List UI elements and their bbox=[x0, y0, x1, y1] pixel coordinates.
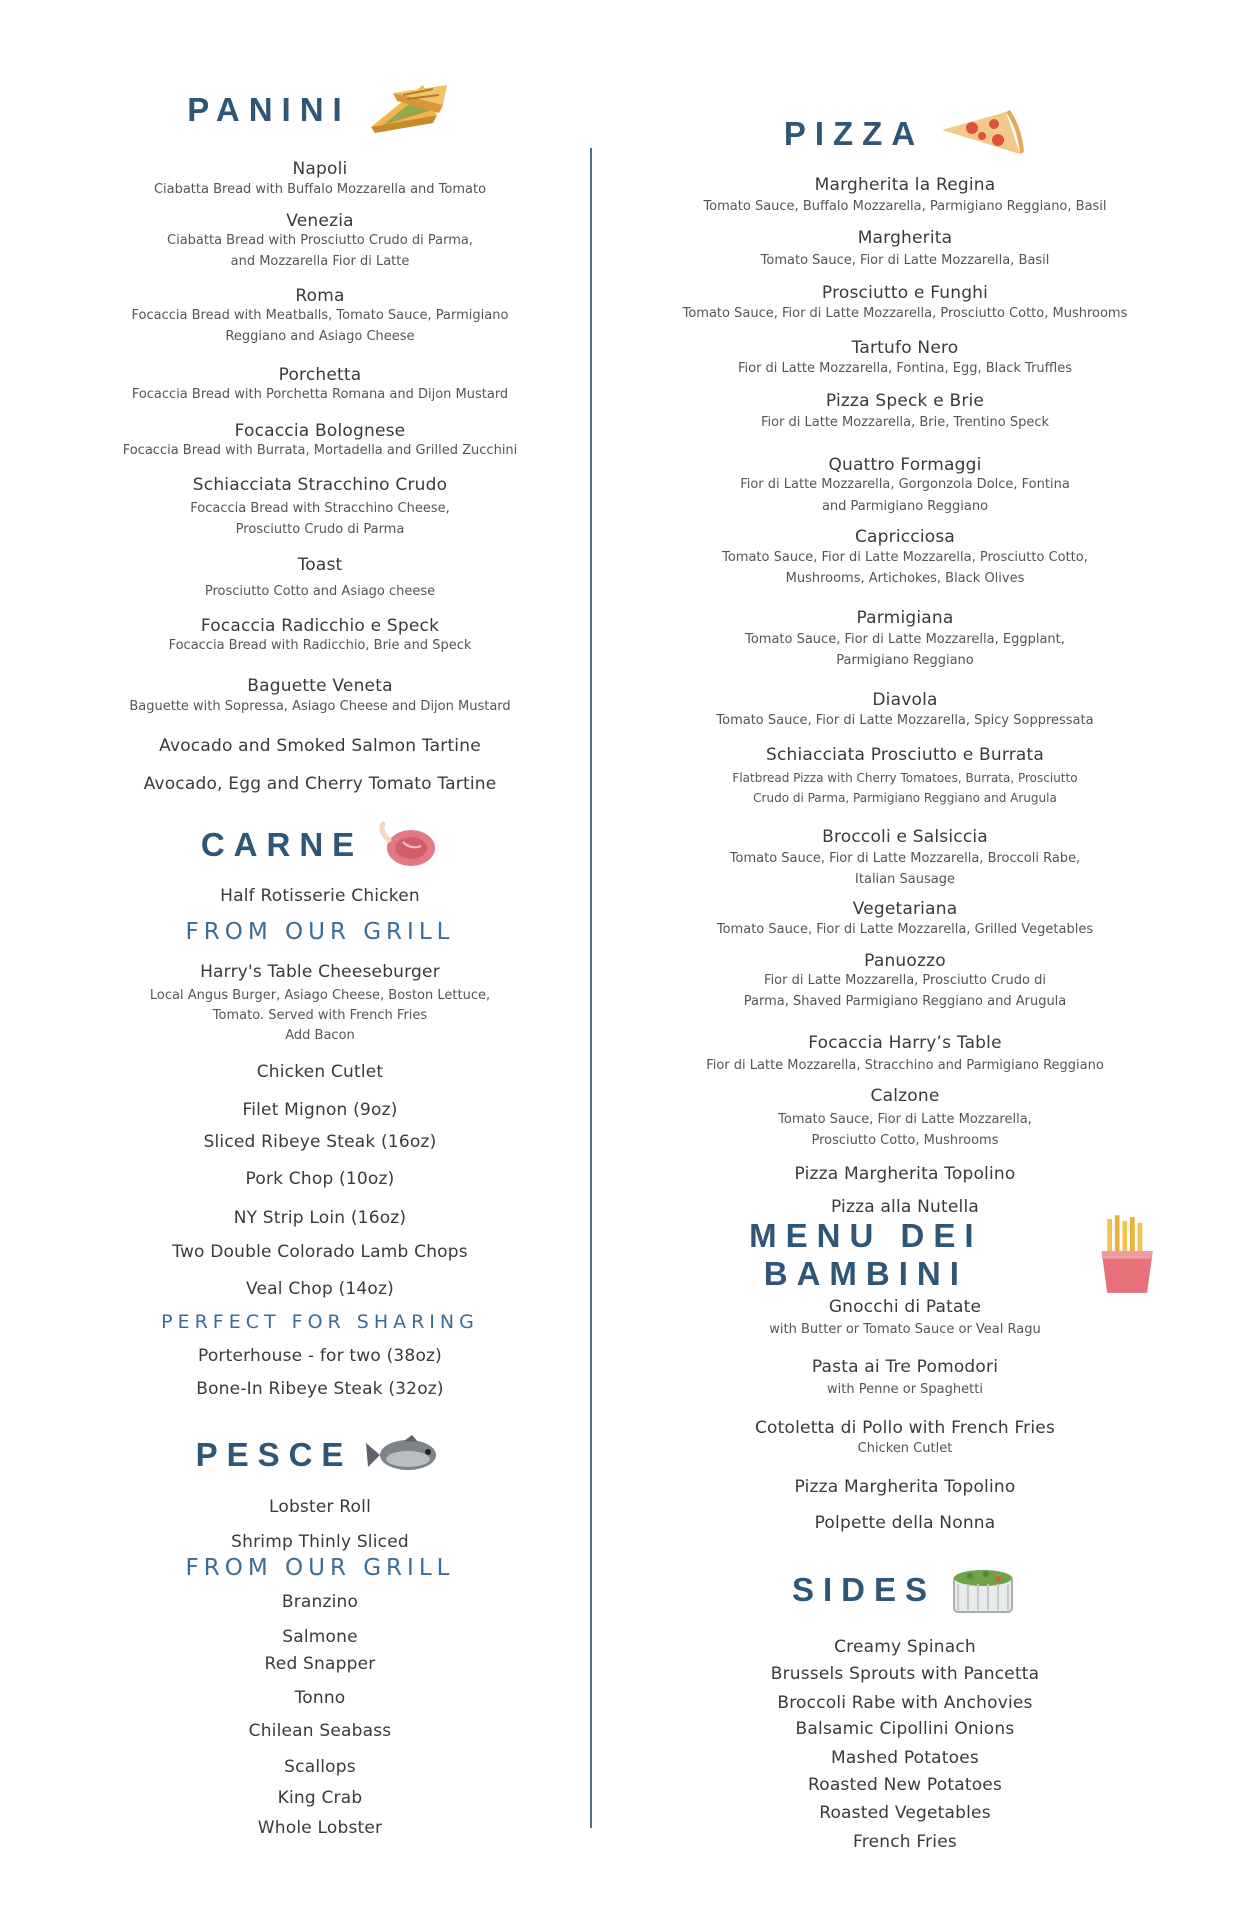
item-name: Two Double Colorado Lamb Chops bbox=[172, 1242, 468, 1262]
item-desc: Prosciutto Crudo di Parma bbox=[235, 522, 405, 537]
item-name: Whole Lobster bbox=[257, 1818, 383, 1838]
item-name: Branzino bbox=[281, 1592, 359, 1612]
item-name: Bone-In Ribeye Steak (32oz) bbox=[196, 1379, 444, 1399]
item-name: Polpette della Nonna bbox=[814, 1513, 996, 1533]
item-name: Panuozzo bbox=[864, 951, 946, 971]
item-desc: and Parmigiano Reggiano bbox=[821, 499, 989, 514]
item-name: French Fries bbox=[853, 1832, 957, 1852]
item-name: Vegetariana bbox=[852, 899, 958, 919]
item-name: Napoli bbox=[292, 159, 348, 179]
item-name: Capricciosa bbox=[854, 527, 956, 547]
item-name: Quattro Formaggi bbox=[828, 455, 982, 475]
item-name: Roma bbox=[295, 286, 345, 306]
item-desc: Fior di Latte Mozzarella, Brie, Trentino Speck bbox=[760, 415, 1050, 430]
item-name: Parmigiana bbox=[856, 608, 954, 628]
item-desc: Fior di Latte Mozzarella, Gorgonzola Dolce, Fontina bbox=[740, 477, 1070, 492]
item-name: Broccoli e Salsiccia bbox=[822, 827, 988, 847]
item-desc: Parmigiano Reggiano bbox=[836, 653, 974, 668]
item-name: Margherita bbox=[857, 228, 953, 248]
item-name: Focaccia Bolognese bbox=[234, 421, 406, 441]
item-desc: Tomato Sauce, Fior di Latte Mozzarella, Grilled Vegetables bbox=[716, 922, 1094, 937]
item-addon: Add Bacon bbox=[285, 1028, 355, 1043]
item-name: Roasted New Potatoes bbox=[807, 1775, 1003, 1795]
item-desc: with Butter or Tomato Sauce or Veal Ragu bbox=[769, 1322, 1041, 1337]
bambini-heading bbox=[650, 1217, 1160, 1292]
item-name: Scallops bbox=[284, 1757, 356, 1777]
carne-title: CARNE bbox=[200, 826, 364, 863]
item-desc: Tomato Sauce, Fior di Latte Mozzarella, Eggplant, bbox=[745, 632, 1065, 647]
item-desc: Focaccia Bread with Radicchio, Brie and Speck bbox=[168, 638, 472, 653]
item-name: Venezia bbox=[286, 211, 354, 231]
item-name: Brussels Sprouts with Pancetta bbox=[770, 1664, 1040, 1684]
sides-heading bbox=[680, 1560, 1130, 1620]
item-name: Schiacciata Stracchino Crudo bbox=[192, 475, 448, 495]
item-name: NY Strip Loin (16oz) bbox=[233, 1208, 407, 1228]
item-name: Prosciutto e Funghi bbox=[821, 283, 989, 303]
item-name: Avocado, Egg and Cherry Tomato Tartine bbox=[143, 774, 497, 794]
item-desc: Ciabatta Bread with Buffalo Mozzarella and Tomato bbox=[153, 182, 487, 197]
item-name: Pasta ai Tre Pomodori bbox=[811, 1357, 999, 1377]
item-desc: Tomato Sauce, Fior di Latte Mozzarella, bbox=[778, 1112, 1032, 1127]
item-desc: Focaccia Bread with Stracchino Cheese, bbox=[190, 501, 450, 516]
item-desc: Chicken Cutlet bbox=[857, 1441, 953, 1456]
item-desc: Ciabatta Bread with Prosciutto Crudo di Parma, bbox=[167, 233, 473, 248]
item-desc: Italian Sausage bbox=[855, 872, 955, 887]
item-desc: Prosciutto Cotto and Asiago cheese bbox=[204, 584, 436, 599]
item-name: Calzone bbox=[870, 1086, 940, 1106]
item-name: Margherita la Regina bbox=[814, 175, 996, 195]
item-desc: Local Angus Burger, Asiago Cheese, Boston Lettuce, bbox=[149, 988, 491, 1003]
item-name: Veal Chop (14oz) bbox=[246, 1279, 394, 1299]
item-desc: Flatbread Pizza with Cherry Tomatoes, Burrata, Prosciutto bbox=[732, 771, 1078, 785]
item-name: Focaccia Radicchio e Speck bbox=[200, 616, 440, 636]
item-desc: Tomato Sauce, Fior di Latte Mozzarella, Prosciutto Cotto, bbox=[722, 550, 1088, 565]
item-desc: Fior di Latte Mozzarella, Stracchino and Parmigiano Reggiano bbox=[706, 1058, 1104, 1073]
item-desc: Focaccia Bread with Burrata, Mortadella and Grilled Zucchini bbox=[122, 443, 518, 458]
item-desc: Tomato Sauce, Fior di Latte Mozzarella, Prosciutto Cotto, Mushrooms bbox=[682, 306, 1128, 321]
item-name: Mashed Potatoes bbox=[831, 1748, 979, 1768]
item-name: Porterhouse - for two (38oz) bbox=[197, 1346, 443, 1366]
column-divider bbox=[590, 148, 592, 1828]
meat-icon bbox=[375, 820, 439, 870]
item-desc: Tomato Sauce, Fior di Latte Mozzarella, Spicy Soppressata bbox=[716, 713, 1094, 728]
item-name: Pizza Margherita Topolino bbox=[794, 1164, 1016, 1184]
item-name: Balsamic Cipollini Onions bbox=[795, 1719, 1015, 1739]
item-desc: Prosciutto Cotto, Mushrooms bbox=[811, 1133, 999, 1148]
item-name: King Crab bbox=[277, 1788, 363, 1808]
item-desc: Focaccia Bread with Meatballs, Tomato Sauce, Parmigiano bbox=[131, 308, 509, 323]
item-name: Diavola bbox=[872, 690, 938, 710]
pizza-heading bbox=[680, 104, 1130, 164]
item-name: Baguette Veneta bbox=[247, 676, 393, 696]
pesce-title: PESCE bbox=[195, 1436, 353, 1473]
bambini-title: MENU DEI BAMBINI bbox=[749, 1217, 983, 1292]
pesce-grill-subheading: FROM OUR GRILL bbox=[185, 1555, 455, 1581]
carne-grill-subheading: FROM OUR GRILL bbox=[185, 919, 455, 945]
item-name: Chilean Seabass bbox=[248, 1721, 392, 1741]
item-desc: Tomato Sauce, Fior di Latte Mozzarella, Basil bbox=[760, 253, 1050, 268]
item-name: Cotoletta di Pollo with French Fries bbox=[754, 1418, 1056, 1438]
item-desc: Fior di Latte Mozzarella, Fontina, Egg, Black Truffles bbox=[737, 361, 1073, 376]
pesce-heading bbox=[110, 1425, 530, 1485]
item-name: Focaccia Harry’s Table bbox=[808, 1033, 1002, 1053]
sandwich-icon bbox=[363, 75, 453, 145]
item-name: Toast bbox=[297, 555, 343, 575]
sides-title: SIDES bbox=[791, 1571, 937, 1608]
item-name: Schiacciata Prosciutto e Burrata bbox=[765, 745, 1045, 765]
item-desc: Mushrooms, Artichokes, Black Olives bbox=[785, 571, 1025, 586]
item-desc: Reggiano and Asiago Cheese bbox=[225, 329, 415, 344]
item-desc: with Penne or Spaghetti bbox=[827, 1382, 983, 1397]
pizza-slice-icon bbox=[936, 104, 1026, 164]
pizza-title: PIZZA bbox=[783, 115, 925, 152]
item-name: Sliced Ribeye Steak (16oz) bbox=[203, 1132, 437, 1152]
item-name: Tartufo Nero bbox=[851, 338, 959, 358]
item-name: Chicken Cutlet bbox=[256, 1062, 384, 1082]
item-desc: Crudo di Parma, Parmigiano Reggiano and Arugula bbox=[753, 791, 1057, 805]
item-desc: Baguette with Sopressa, Asiago Cheese and Dijon Mustard bbox=[129, 699, 511, 714]
item-name: Tonno bbox=[294, 1688, 346, 1708]
panini-heading bbox=[110, 80, 530, 140]
item-desc: Parma, Shaved Parmigiano Reggiano and Arugula bbox=[743, 994, 1067, 1009]
side-dish-icon bbox=[948, 1562, 1018, 1618]
item-name: Harry's Table Cheeseburger bbox=[200, 962, 440, 982]
item-desc: Tomato Sauce, Fior di Latte Mozzarella, Broccoli Rabe, bbox=[729, 851, 1081, 866]
sharing-subheading: PERFECT FOR SHARING bbox=[161, 1311, 479, 1333]
french-fries-icon bbox=[1094, 1213, 1160, 1297]
item-name: Pizza alla Nutella bbox=[830, 1197, 980, 1217]
item-name: Roasted Vegetables bbox=[819, 1803, 991, 1823]
item-name: Porchetta bbox=[278, 365, 362, 385]
item-desc: Tomato Sauce, Buffalo Mozzarella, Parmigiano Reggiano, Basil bbox=[703, 199, 1107, 214]
item-name: Pork Chop (10oz) bbox=[245, 1169, 395, 1189]
item-name: Creamy Spinach bbox=[834, 1637, 976, 1657]
item-name: Pizza Margherita Topolino bbox=[794, 1477, 1016, 1497]
item-name: Lobster Roll bbox=[268, 1497, 372, 1517]
item-name: Pizza Speck e Brie bbox=[825, 391, 985, 411]
item-desc: Focaccia Bread with Porchetta Romana and Dijon Mustard bbox=[131, 387, 509, 402]
item-name: Red Snapper bbox=[264, 1654, 376, 1674]
item-desc: and Mozzarella Fior di Latte bbox=[230, 254, 410, 269]
item-desc: Fior di Latte Mozzarella, Prosciutto Crudo di bbox=[764, 973, 1046, 988]
item-name: Half Rotisserie Chicken bbox=[220, 886, 420, 906]
item-name: Avocado and Smoked Salmon Tartine bbox=[159, 736, 481, 756]
item-name: Filet Mignon (9oz) bbox=[242, 1100, 398, 1120]
item-desc: Tomato. Served with French Fries bbox=[212, 1008, 428, 1023]
panini-title: PANINI bbox=[187, 91, 351, 128]
item-name: Gnocchi di Patate bbox=[828, 1297, 982, 1317]
item-name: Shrimp Thinly Sliced bbox=[231, 1532, 409, 1552]
item-name: Salmone bbox=[282, 1627, 358, 1647]
carne-heading bbox=[110, 815, 530, 875]
fish-icon bbox=[364, 1433, 444, 1477]
item-name: Broccoli Rabe with Anchovies bbox=[777, 1693, 1033, 1713]
